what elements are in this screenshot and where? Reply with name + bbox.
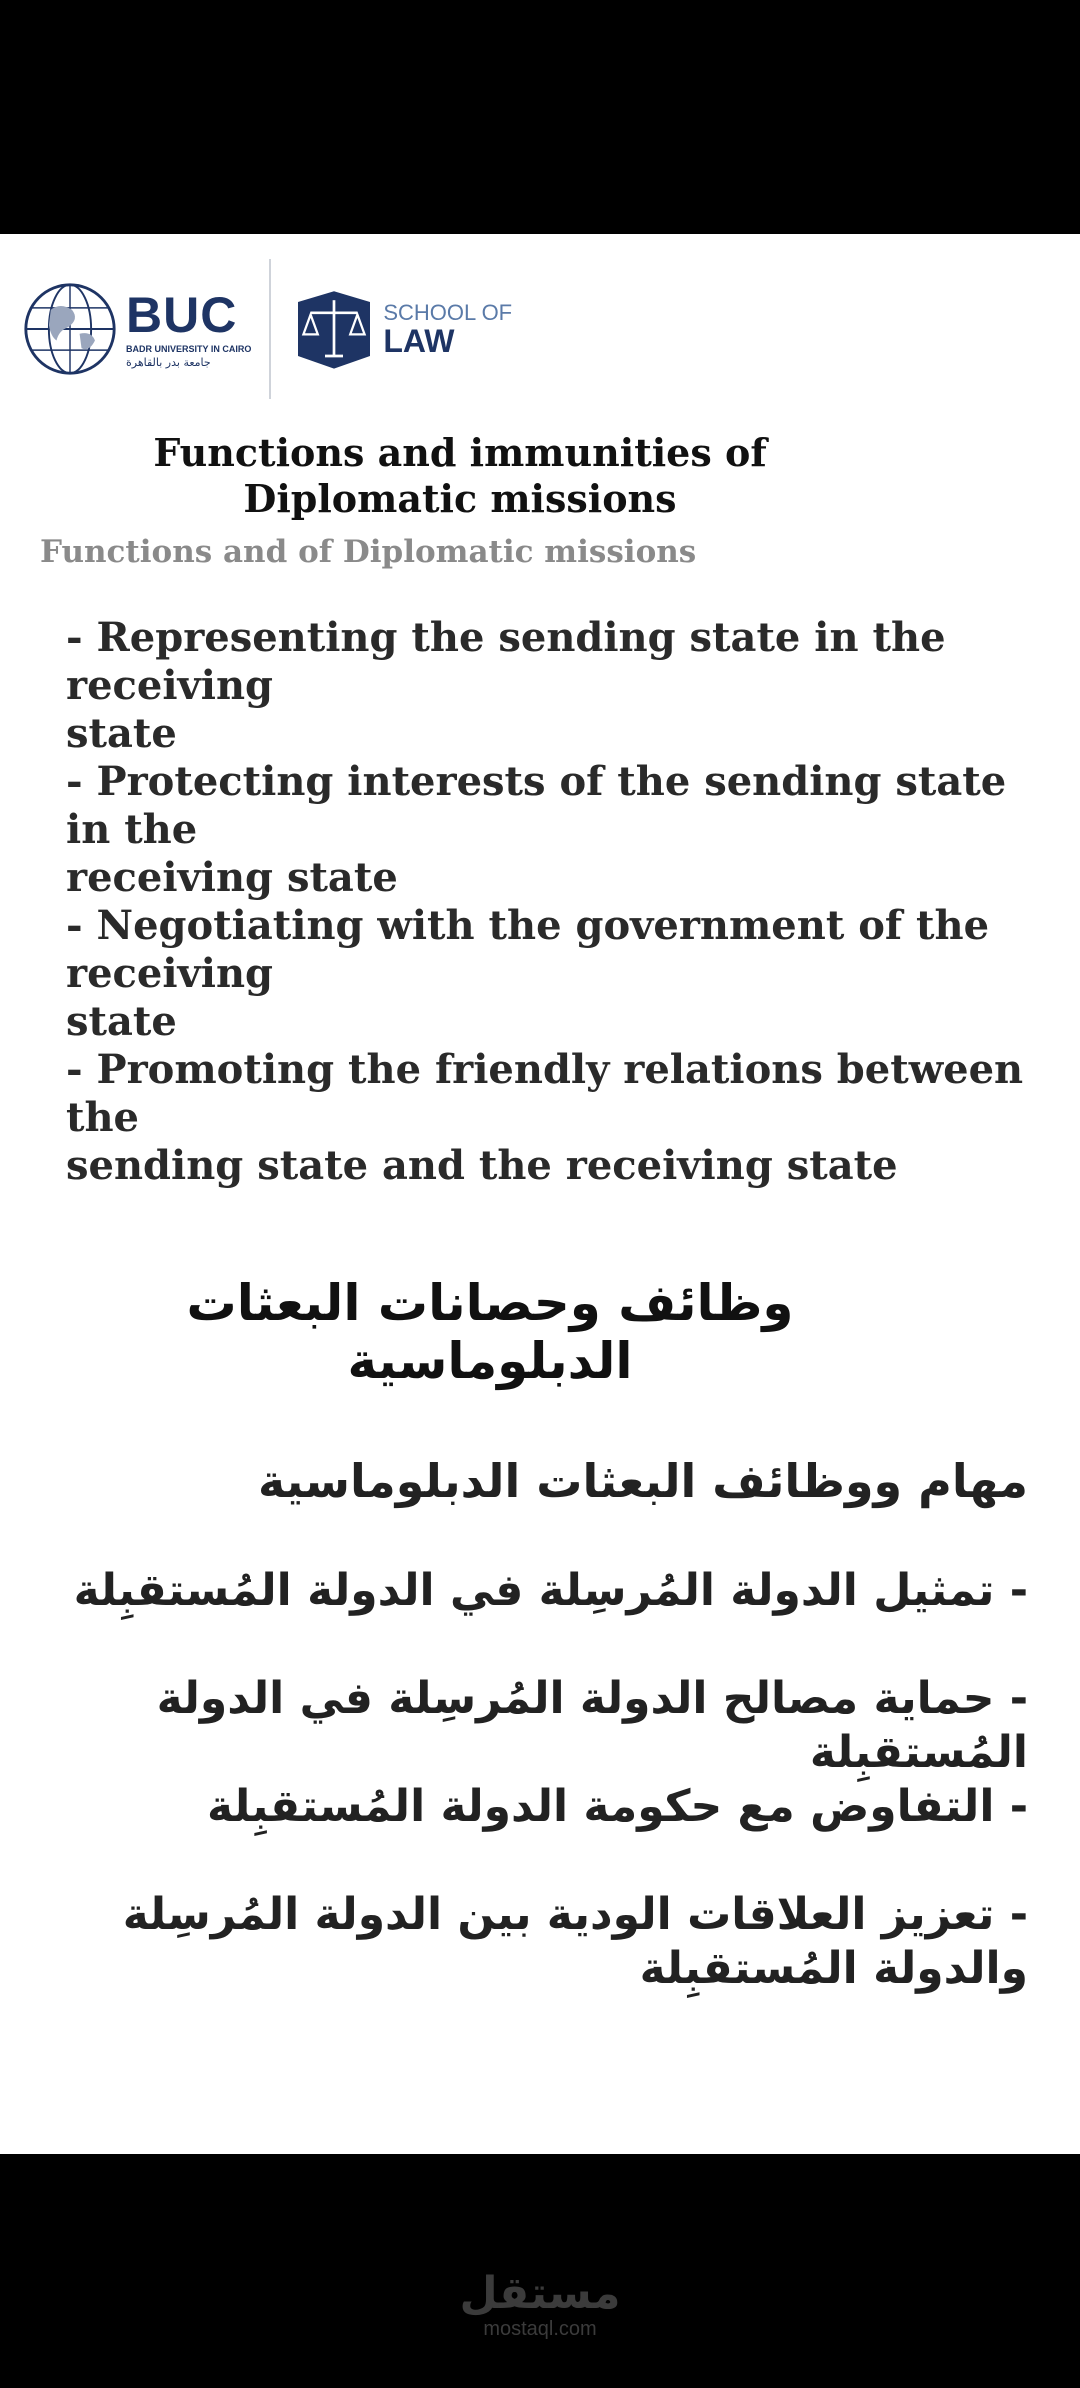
mostaql-watermark: [0, 2270, 1080, 2341]
arabic-function-item: - التفاوض مع حكومة الدولة المُستقبِلة: [207, 1781, 1028, 1832]
logo-divider: [269, 259, 271, 399]
english-function-item: - Representing the sending state in the receiving state: [66, 614, 946, 757]
header-logos: [22, 264, 512, 394]
law-logo-line1: SCHOOL OF: [383, 300, 513, 325]
document-title: Functions and immunities of Diplomatic missions: [153, 430, 767, 521]
watermark-arabic: مستقل: [459, 2268, 621, 2319]
document-page: [0, 234, 1080, 2154]
law-logo-line2: LAW: [383, 323, 455, 359]
arabic-function-item: - حماية مصالح الدولة المُرسِلة في الدولة المُستقبِلة: [156, 1673, 1028, 1778]
top-black-bar: [0, 0, 1080, 234]
buc-english-name: BADR UNIVERSITY IN CAIRO: [126, 343, 252, 354]
arabic-title: وظائف وحصانات البعثات الدبلوماسية: [186, 1274, 794, 1390]
arabic-function-item: - تعزيز العلاقات الودية بين الدولة المُرسِلة والدولة المُستقبِلة: [122, 1889, 1028, 1994]
school-of-law-logo: [383, 301, 512, 357]
english-function-item: - Promoting the friendly relations between the sending state and the receiving state: [66, 1046, 1024, 1189]
buc-name: BUC: [126, 286, 238, 343]
english-function-item: - Protecting interests of the sending state in the receiving state: [66, 758, 1007, 901]
buc-arabic-name: جامعة بدر بالقاهرة: [126, 355, 211, 369]
arabic-function-item: - تمثيل الدولة المُرسِلة في الدولة المُستقبِلة: [73, 1565, 1028, 1616]
english-functions-list: [66, 614, 1026, 1190]
globe-icon: [22, 281, 118, 377]
watermark-url: mostaql.com: [483, 2318, 597, 2340]
document-subtitle: Functions and of Diplomatic missions: [40, 534, 697, 570]
arabic-heading: مهام ووظائف البعثات الدبلوماسية: [258, 1454, 1028, 1508]
english-function-item: - Negotiating with the government of the receiving state: [66, 902, 990, 1045]
buc-logo: [126, 286, 252, 369]
scales-of-justice-icon: [289, 284, 379, 374]
